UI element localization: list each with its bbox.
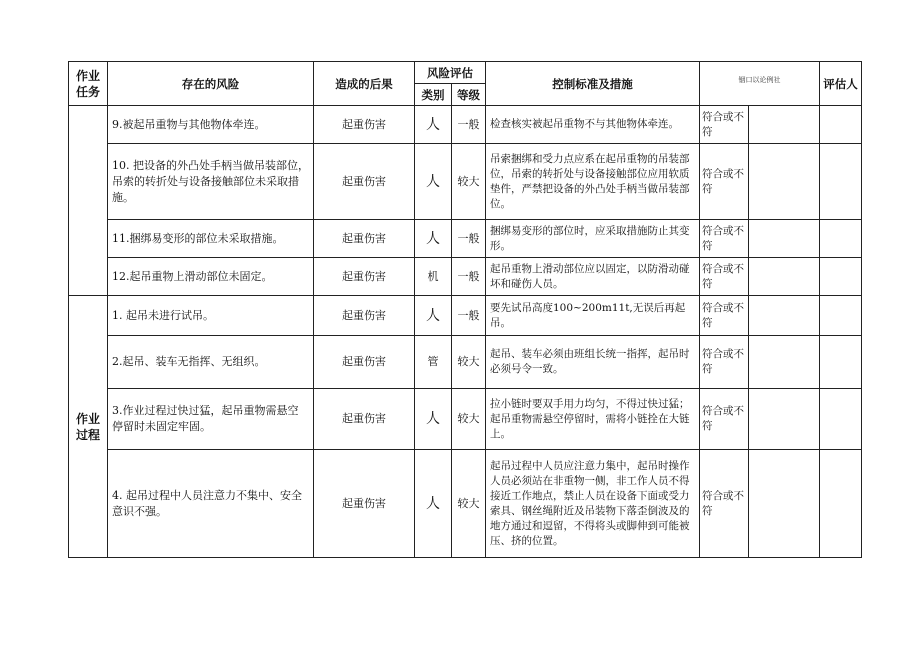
consequence-cell: 起重伤害	[314, 450, 415, 558]
consequence-cell: 起重伤害	[314, 296, 415, 336]
table-row	[69, 220, 862, 258]
consequence-cell: 起重伤害	[314, 220, 415, 258]
task-cell	[69, 106, 108, 296]
blank-cell	[749, 220, 820, 258]
assessor-cell	[820, 450, 862, 558]
consequence-cell: 起重伤害	[314, 389, 415, 450]
category-cell: 人	[415, 389, 452, 450]
header-risk: 存在的风险	[108, 62, 314, 106]
risk-assessment-table	[68, 61, 862, 558]
risk-cell: 10. 把设备的外凸处手柄当做吊装部位，吊索的转折处与设备接触部位未采取措施。	[108, 144, 314, 220]
control-cell: 检查核实被起吊重物不与其他物体牵连。	[486, 106, 700, 144]
risk-cell: 9.被起吊重物与其他物体牵连。	[108, 106, 314, 144]
evaluation-cell: 符合或不符	[700, 220, 749, 258]
category-cell: 管	[415, 336, 452, 389]
table-row	[69, 389, 862, 450]
blank-cell	[749, 389, 820, 450]
level-cell: 较大	[452, 389, 486, 450]
assessor-cell	[820, 258, 862, 296]
assessor-cell	[820, 336, 862, 389]
blank-cell	[749, 144, 820, 220]
blank-cell	[749, 336, 820, 389]
evaluation-cell: 符合或不符	[700, 389, 749, 450]
header-task: 作业任务	[69, 62, 108, 106]
control-cell: 起吊过程中人员应注意力集中，起吊时操作人员必须站在非重物一侧，非工作人员不得接近工作地点，禁止人员在设备下面或受力索具、钢丝绳附近及吊装物下落歪倒波及的地方通过和逗留，不得将头或脚伸到可能被压、挤的位置。	[486, 450, 700, 558]
category-cell: 人	[415, 296, 452, 336]
control-cell: 起吊重物上滑动部位应以固定，以防滑动碰坏和碰伤人员。	[486, 258, 700, 296]
category-cell: 机	[415, 258, 452, 296]
risk-cell: 3.作业过程过快过猛，起吊重物需悬空停留时未固定牢固。	[108, 389, 314, 450]
category-cell: 人	[415, 144, 452, 220]
evaluation-cell: 符合或不符	[700, 106, 749, 144]
header-consequence: 造成的后果	[314, 62, 415, 106]
level-cell: 一般	[452, 296, 486, 336]
blank-cell	[749, 106, 820, 144]
level-cell: 一般	[452, 220, 486, 258]
table-row	[69, 336, 862, 389]
category-cell: 人	[415, 450, 452, 558]
header-assessment: 风险评估	[415, 62, 486, 84]
evaluation-cell: 符合或不符	[700, 296, 749, 336]
blank-cell	[749, 258, 820, 296]
table-row	[69, 258, 862, 296]
task-cell: 作业过程	[69, 296, 108, 558]
assessor-cell	[820, 389, 862, 450]
header-row-1	[69, 62, 862, 84]
control-cell: 捆绑易变形的部位时，应采取措施防止其变形。	[486, 220, 700, 258]
risk-cell: 1. 起吊未进行试吊。	[108, 296, 314, 336]
evaluation-cell: 符合或不符	[700, 144, 749, 220]
assessor-cell	[820, 220, 862, 258]
level-cell: 一般	[452, 106, 486, 144]
header-control: 控制标准及措施	[486, 62, 700, 106]
consequence-cell: 起重伤害	[314, 106, 415, 144]
evaluation-cell: 符合或不符	[700, 450, 749, 558]
table-row	[69, 450, 862, 558]
evaluation-cell: 符合或不符	[700, 336, 749, 389]
table-row	[69, 296, 862, 336]
control-cell: 拉小链时要双手用力均匀，不得过快过猛；起吊重物需悬空停留时，需将小链拴在大链上。	[486, 389, 700, 450]
risk-cell: 2.起吊、装车无指挥、无组织。	[108, 336, 314, 389]
level-cell: 较大	[452, 144, 486, 220]
header-note: 铟口以论例社	[700, 62, 820, 106]
control-cell: 要先试吊高度100~200m11t,无误后再起吊。	[486, 296, 700, 336]
assessor-cell	[820, 296, 862, 336]
consequence-cell: 起重伤害	[314, 336, 415, 389]
category-cell: 人	[415, 106, 452, 144]
control-cell: 吊索捆绑和受力点应系在起吊重物的吊装部位，吊索的转折处与设备接触部位应用软质垫件，严禁把设备的外凸处手柄当做吊装部位。	[486, 144, 700, 220]
level-cell: 较大	[452, 336, 486, 389]
header-assessor: 评估人	[820, 62, 862, 106]
blank-cell	[749, 296, 820, 336]
risk-cell: 12.起吊重物上滑动部位未固定。	[108, 258, 314, 296]
control-cell: 起吊、装车必须由班组长统一指挥，起吊时必须号令一致。	[486, 336, 700, 389]
table-row	[69, 144, 862, 220]
consequence-cell: 起重伤害	[314, 144, 415, 220]
evaluation-cell: 符合或不符	[700, 258, 749, 296]
category-cell: 人	[415, 220, 452, 258]
assessor-cell	[820, 144, 862, 220]
blank-cell	[749, 450, 820, 558]
table-row	[69, 106, 862, 144]
header-level: 等级	[452, 84, 486, 106]
level-cell: 一般	[452, 258, 486, 296]
consequence-cell: 起重伤害	[314, 258, 415, 296]
risk-cell: 11.捆绑易变形的部位未采取措施。	[108, 220, 314, 258]
assessor-cell	[820, 106, 862, 144]
header-category: 类别	[415, 84, 452, 106]
risk-cell: 4. 起吊过程中人员注意力不集中、安全意识不强。	[108, 450, 314, 558]
level-cell: 较大	[452, 450, 486, 558]
